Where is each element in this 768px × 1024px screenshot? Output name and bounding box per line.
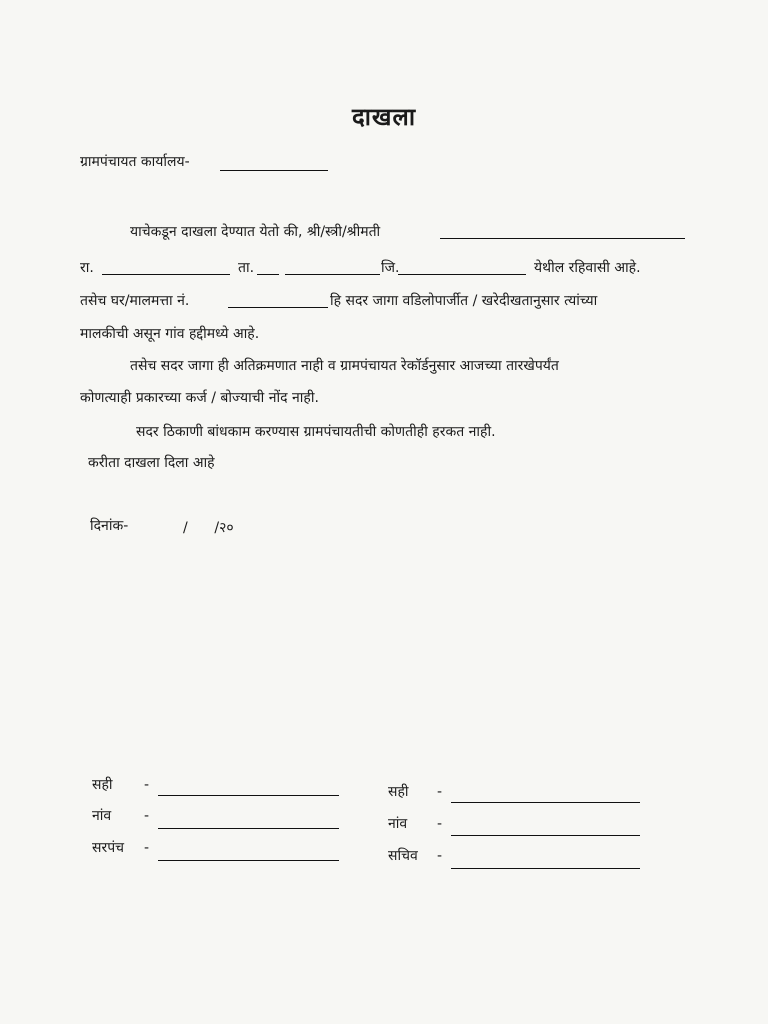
office-label: ग्रामपंचायत कार्यालय- — [80, 154, 190, 170]
ra-label: रा. — [80, 260, 94, 276]
sarpanch-dash: - — [144, 840, 150, 856]
ta-label: ता. — [238, 260, 255, 276]
right-sign-dash: - — [437, 784, 443, 800]
house-label: तसेच घर/मालमत्ता नं. — [80, 293, 190, 309]
left-sign-label: सही — [92, 777, 113, 793]
ji-blank-line — [398, 274, 526, 275]
left-sign-dash: - — [144, 777, 150, 793]
para3: सदर ठिकाणी बांधकाम करण्यास ग्रामपंचायतीची कोणतीही हरकत नाही. — [136, 424, 496, 440]
house-blank-line — [228, 307, 328, 308]
left-sign-line — [158, 795, 339, 796]
sachiv-dash: - — [437, 848, 443, 864]
ta-blank-line-b — [285, 274, 380, 275]
right-name-dash: - — [437, 816, 443, 832]
house-text: हि सदर जागा वडिलोपार्जीत / खरेदीखतानुसार त्यांच्या — [330, 293, 598, 309]
date-label: दिनांक- — [90, 518, 129, 534]
left-name-dash: - — [144, 808, 150, 824]
document-title: दाखला — [351, 103, 417, 131]
para2-line1: तसेच सदर जागा ही अतिक्रमणात नाही व ग्रामपंचायत रेकॉर्डनुसार आजच्या तारखेपर्यंत — [130, 358, 559, 374]
right-sign-line — [451, 802, 640, 803]
para2-line2: कोणत्याही प्रकारच्या कर्ज / बोज्याची नोंद नाही. — [80, 390, 319, 406]
right-name-line — [451, 835, 640, 836]
date-value: / /२० — [183, 520, 234, 536]
ji-label: जि. — [381, 260, 400, 276]
resident-text: येथील रहिवासी आहे. — [534, 260, 641, 276]
para1-intro: याचेकडून दाखला देण्यात येतो की, श्री/स्त्री/श्रीमती — [130, 224, 381, 240]
sarpanch-line — [158, 860, 339, 861]
closing-text: करीता दाखला दिला आहे — [88, 455, 215, 471]
ta-blank-line-a — [257, 274, 279, 275]
ownership-text: मालकीची असून गांव हद्दीमध्ये आहे. — [80, 326, 260, 342]
left-name-line — [158, 828, 339, 829]
sarpanch-label: सरपंच — [92, 840, 125, 856]
name-blank-line — [440, 238, 685, 239]
ra-blank-line — [102, 274, 230, 275]
sachiv-line — [451, 868, 640, 869]
left-name-label: नांव — [92, 808, 112, 824]
right-sign-label: सही — [388, 784, 409, 800]
sachiv-label: सचिव — [388, 848, 418, 864]
right-name-label: नांव — [388, 816, 408, 832]
office-blank-line — [220, 170, 328, 171]
